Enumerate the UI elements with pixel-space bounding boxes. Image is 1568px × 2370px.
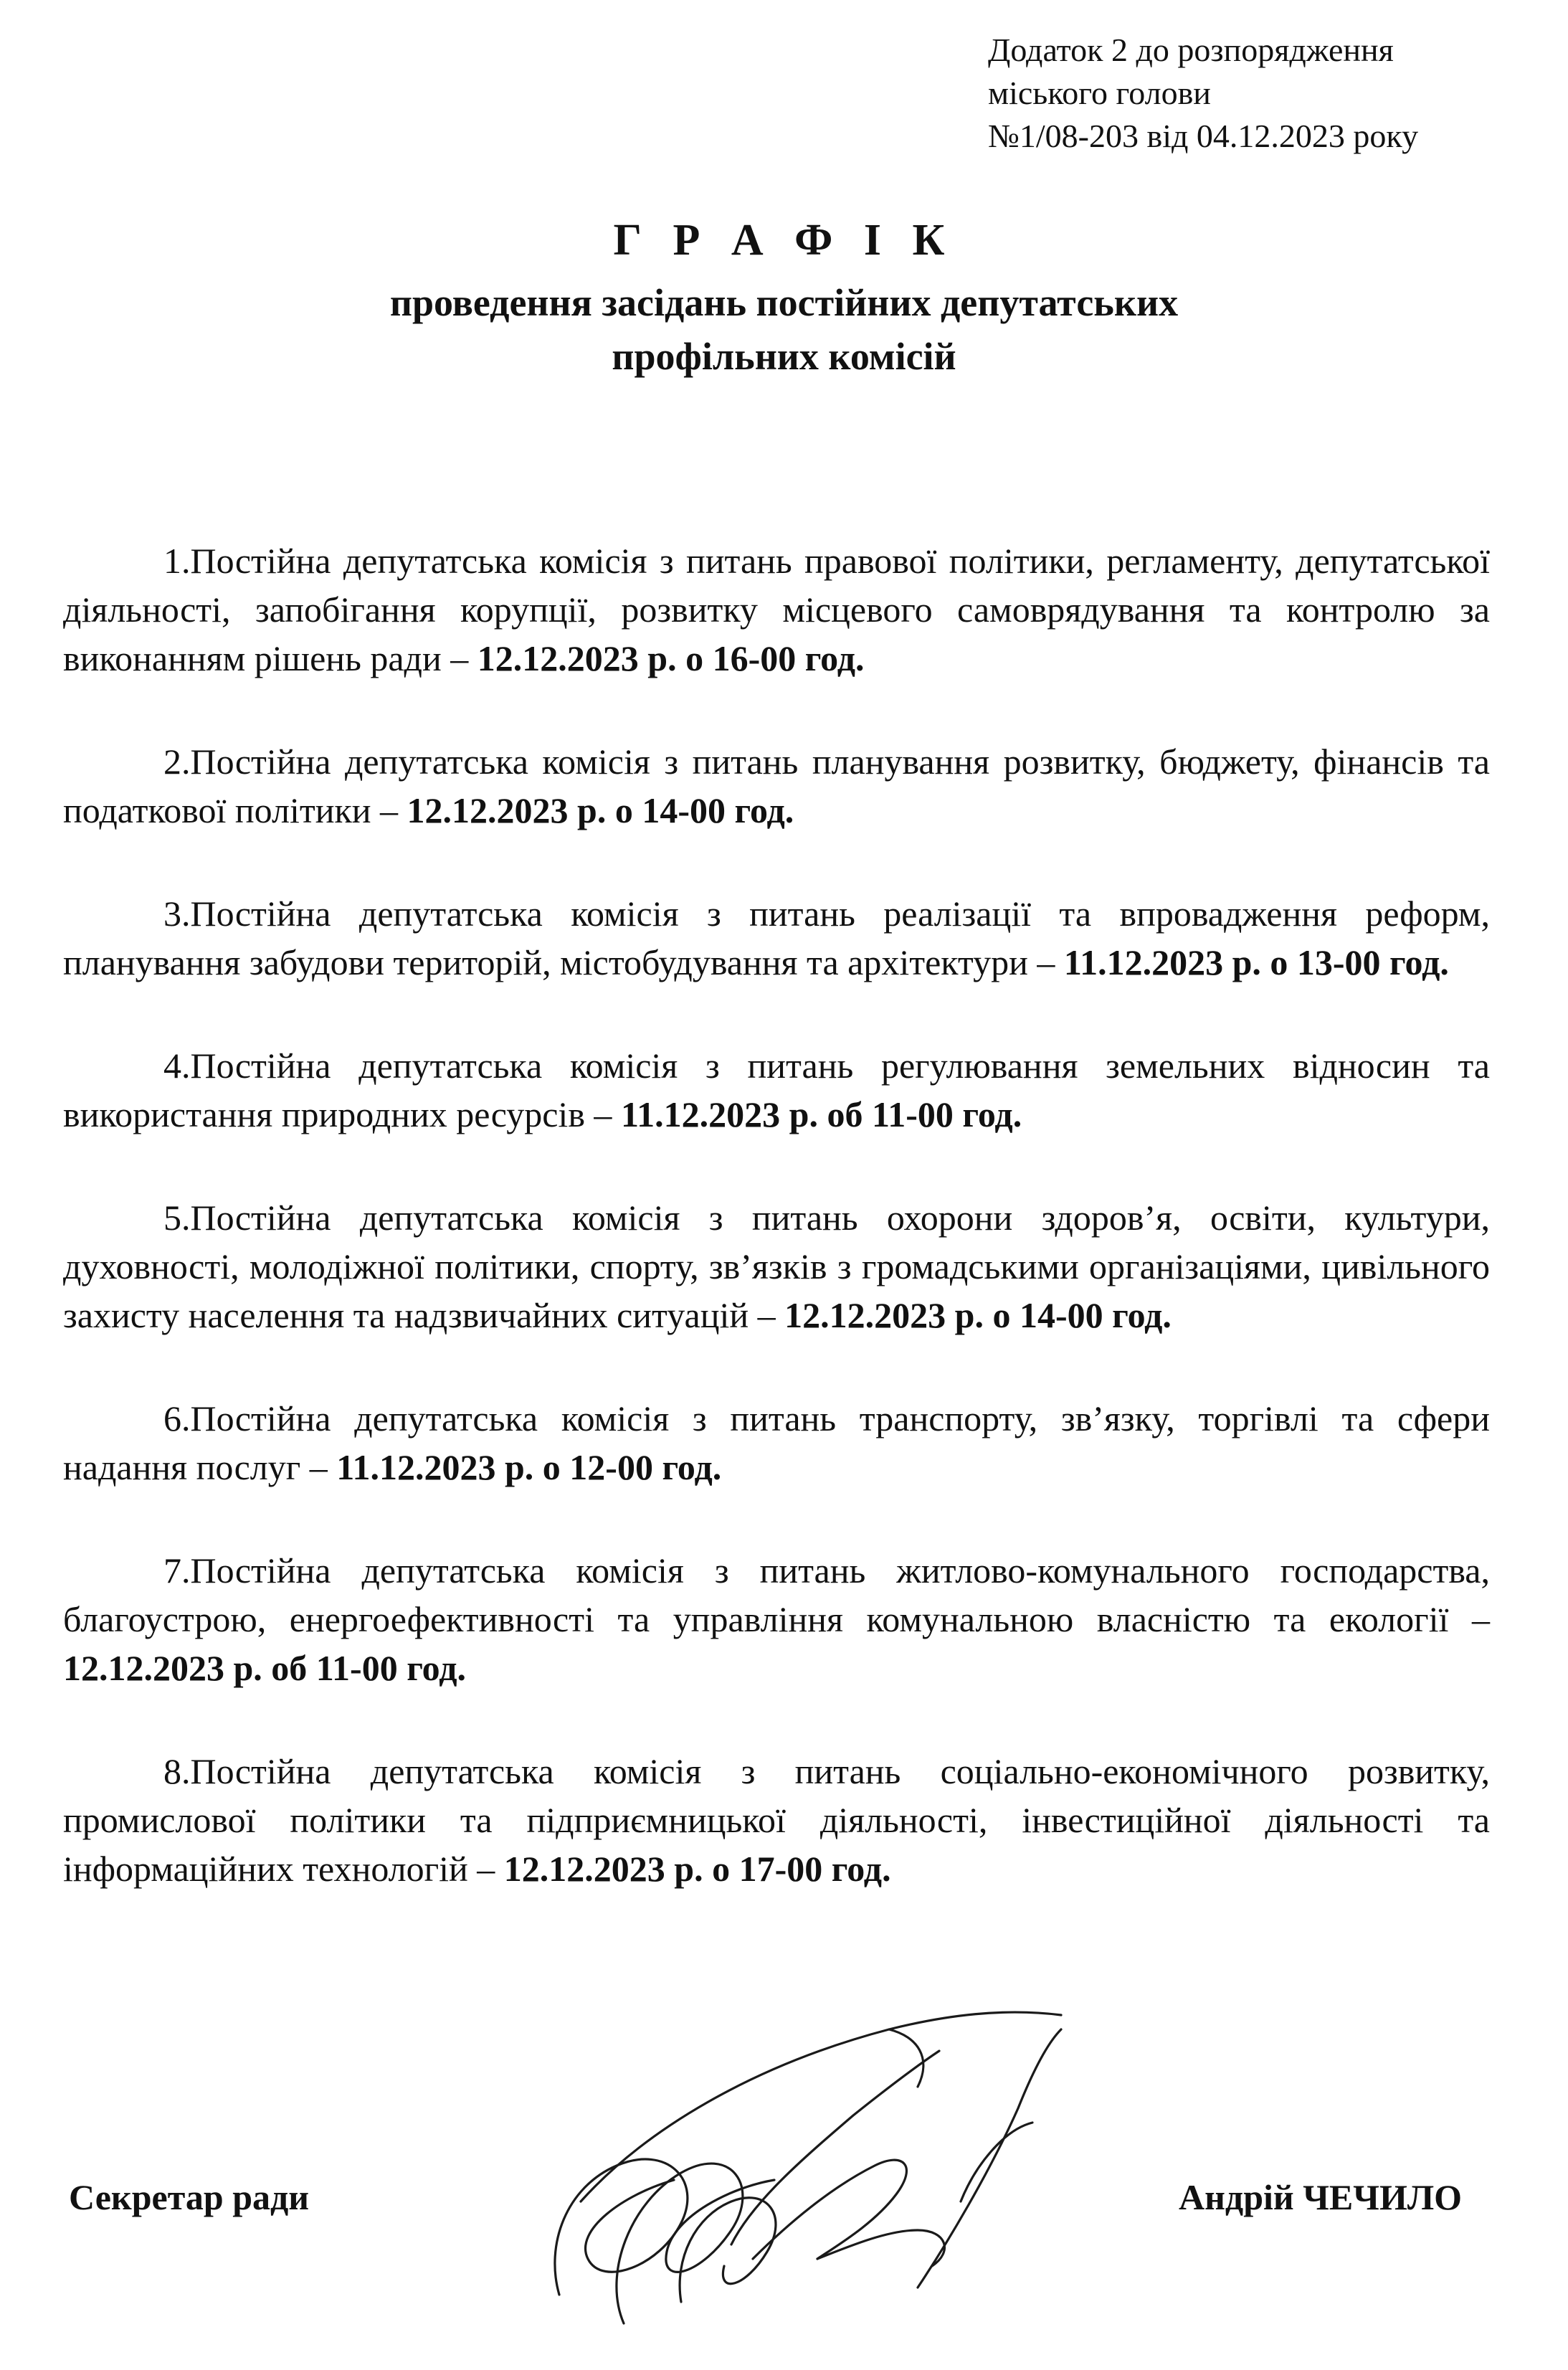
item-number: 2. <box>163 741 191 782</box>
commission-item-1 <box>63 536 1490 683</box>
item-text: Постійна депутатська комісія з питань соціально-економічного розвитку, промислової політики та підприємницької діяльності, інвестиційної діяльності та інформаційних технологій – <box>63 1751 1490 1889</box>
item-datetime: 12.12.2023 р. о 14-00 год. <box>407 790 794 830</box>
item-datetime: 12.12.2023 р. о 14-00 год. <box>784 1295 1172 1335</box>
commission-item-6 <box>63 1394 1490 1492</box>
signature-row <box>0 2176 1568 2234</box>
item-number: 5. <box>163 1198 191 1238</box>
commission-item-3 <box>63 889 1490 987</box>
item-datetime: 11.12.2023 р. об 11-00 год. <box>620 1094 1022 1134</box>
item-number: 7. <box>163 1550 191 1591</box>
subtitle-line-2: профільних комісій <box>612 335 956 378</box>
commission-item-7 <box>63 1546 1490 1692</box>
document-title: Г Р А Ф І К <box>613 216 955 265</box>
item-text: Постійна депутатська комісія з питань реалізації та впровадження реформ, планування забудови територій, містобудування та архітектури – <box>63 894 1490 982</box>
item-number: 1. <box>163 541 191 581</box>
appendix-line-3: №1/08-203 від 04.12.2023 року <box>988 118 1419 154</box>
signer-position: Секретар ради <box>69 2177 310 2217</box>
document-subtitle <box>0 276 1568 384</box>
commission-item-8 <box>63 1747 1490 1893</box>
item-datetime: 12.12.2023 р. о 17-00 год. <box>503 1849 891 1889</box>
item-text: Постійна депутатська комісія з питань планування розвитку, бюджету, фінансів та податкової політики – <box>63 741 1490 830</box>
subtitle-line-1: проведення засідань постійних депутатських <box>389 281 1179 324</box>
item-datetime: 11.12.2023 р. о 13-00 год. <box>1063 942 1449 982</box>
item-number: 8. <box>163 1751 191 1791</box>
commission-item-5 <box>63 1193 1490 1340</box>
item-text: Постійна депутатська комісія з питань регулювання земельних відносин та використання природних ресурсів – <box>63 1046 1490 1134</box>
appendix-line-2: міського голови <box>988 75 1211 111</box>
commission-list <box>63 536 1490 1948</box>
item-text: Постійна депутатська комісія з питань житлово-комунального господарства, благоустрою, енергоефективності та управління комунальною власністю та екології – <box>63 1550 1490 1639</box>
item-text: Постійна депутатська комісія з питань транспорту, зв’язку, торгівлі та сфери надання послуг – <box>63 1398 1490 1487</box>
appendix-header <box>988 29 1533 158</box>
signer-name: Андрій ЧЕЧИЛО <box>1179 2177 1462 2217</box>
item-text: Постійна депутатська комісія з питань охорони здоров’я, освіти, культури, духовності, молодіжної політики, спорту, зв’язків з громадськими організаціями, цивільного захисту населення та надзвичайних ситуацій – <box>63 1198 1490 1335</box>
item-datetime: 12.12.2023 р. об 11-00 год. <box>63 1648 467 1688</box>
commission-item-2 <box>63 737 1490 835</box>
item-datetime: 11.12.2023 р. о 12-00 год. <box>336 1447 722 1487</box>
item-datetime: 12.12.2023 р. о 16-00 год. <box>477 638 865 678</box>
item-number: 3. <box>163 894 191 934</box>
appendix-line-1: Додаток 2 до розпорядження <box>988 32 1394 68</box>
item-number: 4. <box>163 1046 191 1086</box>
handwritten-signature <box>516 1986 1104 2359</box>
commission-item-4 <box>63 1041 1490 1139</box>
item-number: 6. <box>163 1398 191 1438</box>
item-text: Постійна депутатська комісія з питань правової політики, регламенту, депутатської діяльності, запобігання корупції, розвитку місцевого самоврядування та контролю за виконанням рішень ради – <box>63 541 1490 678</box>
